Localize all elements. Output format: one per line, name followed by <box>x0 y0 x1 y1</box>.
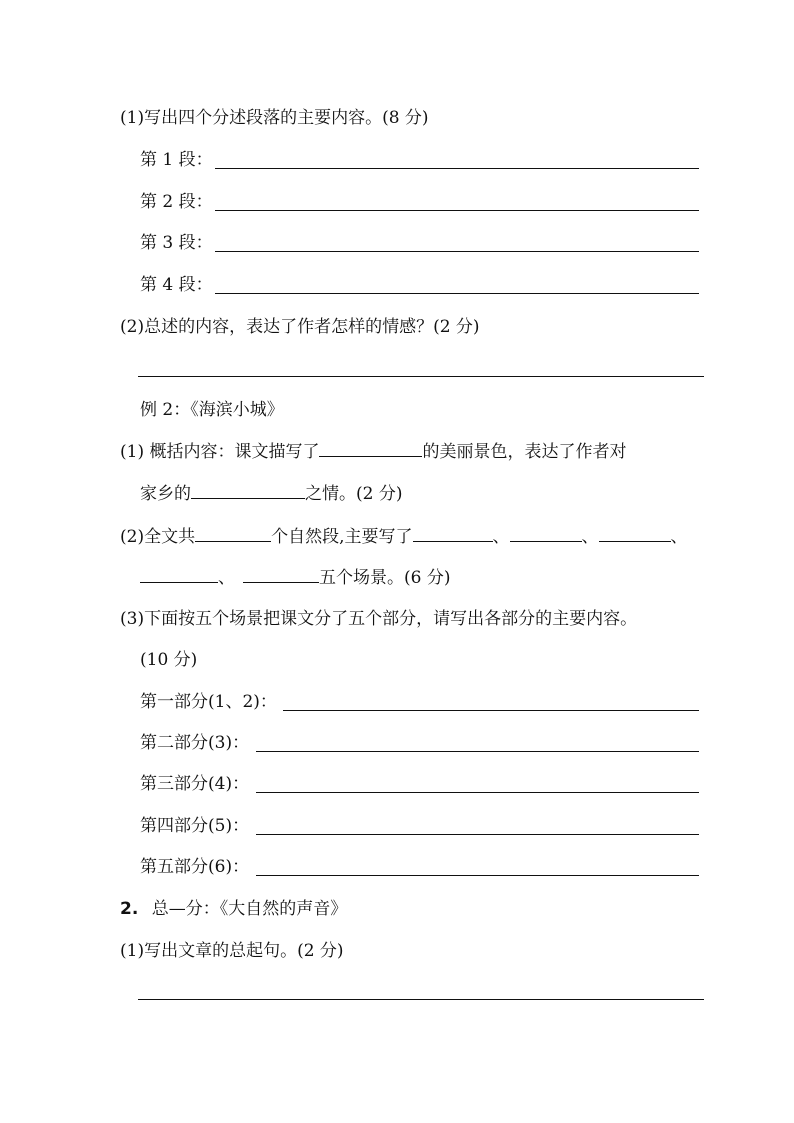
question-1-1: (1)写出四个分述段落的主要内容。(8 分) <box>120 108 429 128</box>
ex2-q2-end: 五个场景。(6 分) <box>319 568 451 588</box>
example-2-title: 例 2：《海滨小城》 <box>140 400 284 420</box>
separator: 、 <box>492 527 510 547</box>
answer-line-para-4[interactable] <box>215 293 699 294</box>
section-2-title: 总—分：《大自然的声音》 <box>151 899 348 919</box>
part-3-label: 第三部分(4)： <box>140 774 250 794</box>
answer-line-topic-sentence[interactable] <box>138 999 704 1000</box>
separator: 、 <box>670 527 688 547</box>
part-5-label: 第五部分(6)： <box>140 857 250 877</box>
ex2-question-2-cont <box>140 567 450 588</box>
answer-line-para-2[interactable] <box>215 210 699 211</box>
part-2-label: 第二部分(3)： <box>140 733 250 753</box>
ex2-question-1 <box>120 441 626 462</box>
separator: 、 <box>218 568 235 588</box>
separator: 、 <box>581 527 599 547</box>
ex2-question-1-cont <box>140 483 402 504</box>
answer-line-emotion[interactable] <box>138 376 704 377</box>
blank-scene-2[interactable] <box>510 526 582 542</box>
blank-feeling[interactable] <box>191 483 305 499</box>
blank-scenery[interactable] <box>319 441 422 457</box>
blank-scene-5[interactable] <box>243 567 319 583</box>
ex2-q2-text-b: 个自然段,主要写了 <box>271 527 413 547</box>
ex2-q1-text-d: 之情。(2 分) <box>305 484 403 504</box>
question-1-2: (2)总述的内容，表达了作者怎样的情感？(2 分) <box>120 317 480 337</box>
section-2-question-1: (1)写出文章的总起句。(2 分) <box>120 941 344 961</box>
blank-scene-4[interactable] <box>140 567 218 583</box>
answer-line-part-5[interactable] <box>256 875 699 876</box>
para-3-label: 第 3 段： <box>140 233 213 253</box>
answer-line-part-3[interactable] <box>256 792 699 793</box>
ex2-question-2 <box>120 526 688 547</box>
answer-line-para-1[interactable] <box>215 168 699 169</box>
part-1-label: 第一部分(1、2)： <box>140 692 277 712</box>
ex2-q2-text-a: (2)全文共 <box>120 527 196 547</box>
ex2-question-3: (3)下面按五个场景把课文分了五个部分，请写出各部分的主要内容。 <box>120 609 638 629</box>
ex2-question-3-score: (10 分) <box>140 650 198 670</box>
answer-line-para-3[interactable] <box>215 251 699 252</box>
ex2-q1-text-c: 家乡的 <box>140 484 191 504</box>
section-2-number: 2. <box>120 899 139 919</box>
blank-paragraph-count[interactable] <box>195 526 271 542</box>
para-4-label: 第 4 段： <box>140 275 213 295</box>
section-2-heading <box>120 899 347 919</box>
part-4-label: 第四部分(5)： <box>140 816 250 836</box>
answer-line-part-2[interactable] <box>256 751 699 752</box>
blank-scene-1[interactable] <box>413 526 493 542</box>
answer-line-part-1[interactable] <box>283 710 699 711</box>
answer-line-part-4[interactable] <box>256 834 699 835</box>
para-2-label: 第 2 段： <box>140 192 213 212</box>
blank-scene-3[interactable] <box>599 526 671 542</box>
ex2-q1-text-b: 的美丽景色，表达了作者对 <box>422 442 627 462</box>
ex2-q1-text-a: (1) 概括内容：课文描写了 <box>120 442 320 462</box>
para-1-label: 第 1 段： <box>140 150 213 170</box>
